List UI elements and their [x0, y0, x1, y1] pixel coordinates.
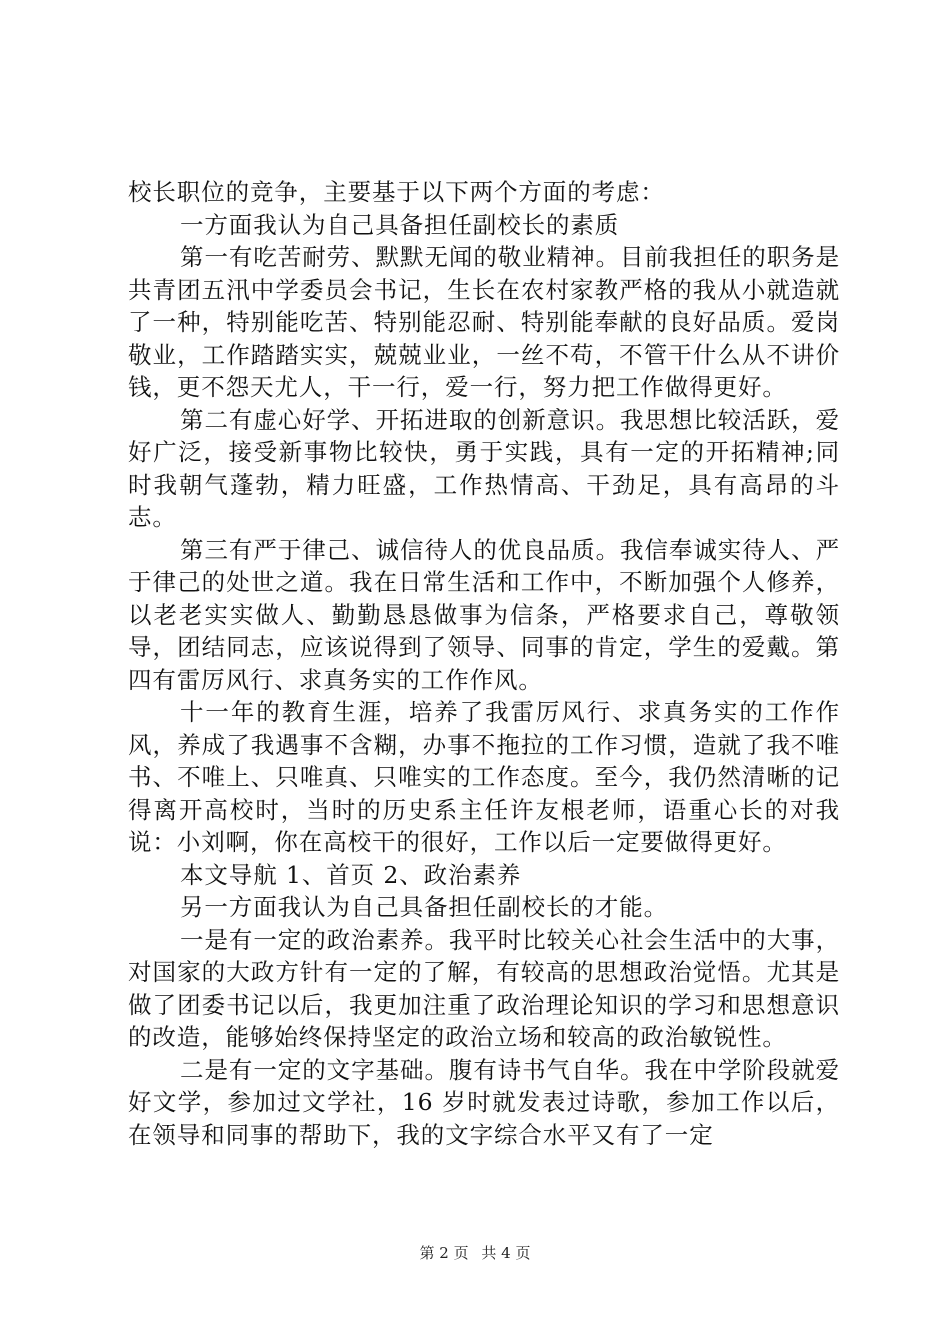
section-heading-qualities: 一方面我认为自己具备担任副校长的素质 [180, 210, 620, 239]
paragraph-continuation: 校长职位的竞争，主要基于以下两个方面的考虑： [128, 178, 665, 206]
paragraph-integrity: 第三有严于律己、诚信待人的优良品质。我信奉诚实待人、严于律己的处世之道。我在日常生活和工作中，不断加强个人修养，以老老实实做人、勤勤恳恳做事为信条，严格要求自己，尊敬领导，团结同志，应该说得到了领导、同事的肯定，学生的爱戴。第四有雷厉风行、求真务实的工作作风。 [128, 535, 840, 694]
paragraph-work-style: 十一年的教育生涯，培养了我雷厉风行、求真务实的工作作风，养成了我遇事不含糊，办事不拖拉的工作习惯，造就了我不唯书、不唯上、只唯真、只唯实的工作态度。至今，我仍然清晰的记得离开高校时，当时的历史系主任许友根老师，语重心长的对我说：小刘啊，你在高校干的很好，工作以后一定要做得更好。 [128, 698, 840, 856]
paragraph-innovation: 第二有虚心好学、开拓进取的创新意识。我思想比较活跃，爱好广泛，接受新事物比较快，勇于实践，具有一定的开拓精神;同时我朝气蓬勃，精力旺盛，工作热情高、干劲足，具有高昂的斗志。 [128, 405, 840, 531]
page-footer [0, 1243, 950, 1263]
article-navigation: 本文导航 1、首页 2、政治素养 [180, 860, 522, 889]
paragraph-dedication: 第一有吃苦耐劳、默默无闻的敬业精神。目前我担任的职务是共青团五汛中学委员会书记，生长在农村家教严格的我从小就造就了一种，特别能吃苦、特别能忍耐、特别能奉献的良好品质。爱岗敬业，工作踏踏实实，兢兢业业，一丝不苟，不管干什么从不讲价钱，更不怨天尤人，干一行，爱一行，努力把工作做得更好。 [128, 243, 840, 401]
page-total: 共 4 页 [481, 1244, 531, 1262]
section-heading-abilities: 另一方面我认为自己具备担任副校长的才能。 [180, 893, 668, 921]
document-body [128, 176, 840, 1151]
paragraph-political: 一是有一定的政治素养。我平时比较关心社会生活中的大事，对国家的大政方针有一定的了解，有较高的思想政治觉悟。尤其是做了团委书记以后，我更加注重了政治理论知识的学习和思想意识的改造，能够始终保持坚定的政治立场和较高的政治敏锐性。 [128, 925, 840, 1051]
page-number: 第 2 页 [419, 1244, 469, 1262]
paragraph-writing: 二是有一定的文字基础。腹有诗书气自华。我在中学阶段就爱好文学，参加过文学社，16 岁时就发表过诗歌，参加工作以后，在领导和同事的帮助下，我的文字综合水平又有了一定 [128, 1055, 840, 1149]
